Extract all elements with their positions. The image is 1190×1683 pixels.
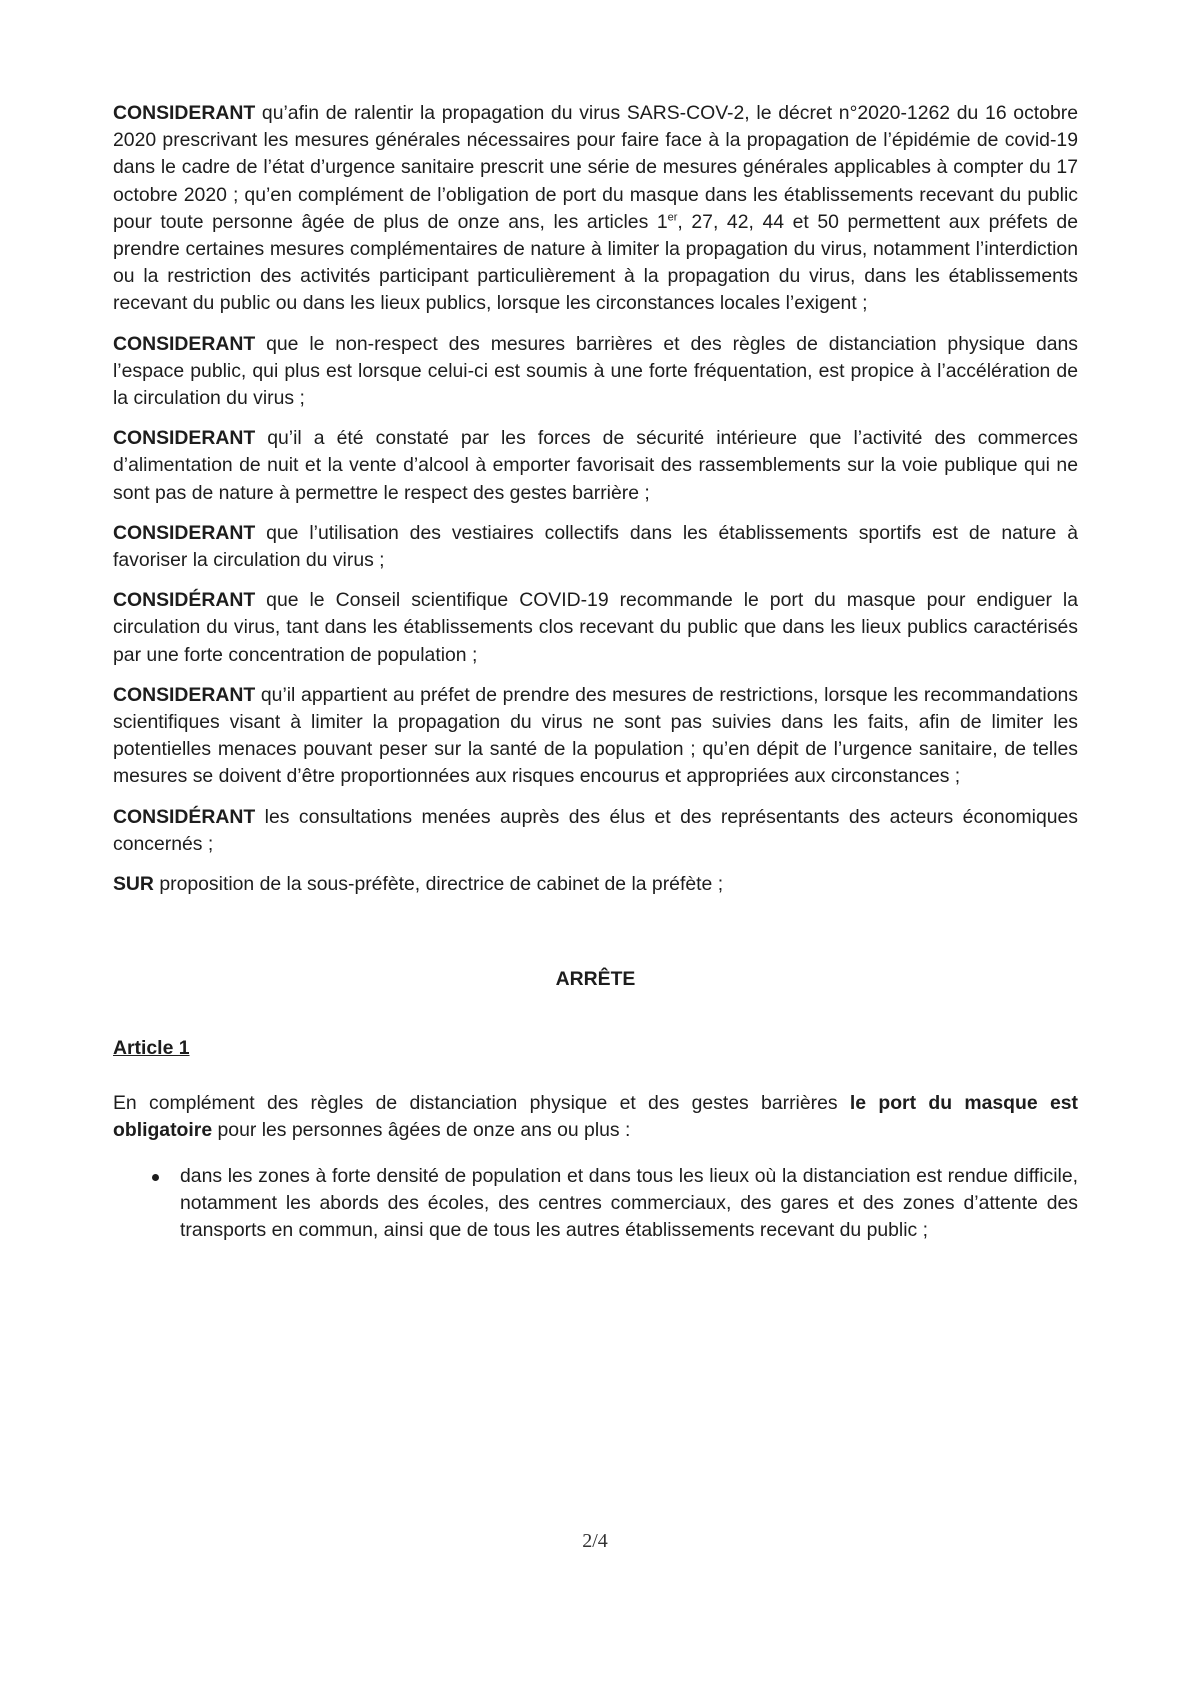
considerant-7: [113, 804, 1078, 858]
article-1-intro-bold: le port du masque est obligatoire: [113, 1092, 1078, 1142]
considerant-text-continued: , 27, 42, 44 et 50 permettent aux préfets de prendre certaines mesures complémentaires de nature à limiter la propagation du virus, notamment l’interdiction ou la restriction des activités participant particulièrement à la propagation du virus, dans les établissements recevant du public ou dans les lieux publics, lorsque les circonstances locales l’exigent ;: [113, 210, 1078, 315]
considerant-text: que le non-respect des mesures barrières et des règles de distanciation physique dans l’espace public, qui plus est lorsque celui-ci est soumis à une forte fréquentation, est propice à l’accélération de la circulation du virus ;: [113, 332, 1078, 410]
considerant-2: [113, 331, 1078, 413]
considerant-1: [113, 100, 1078, 318]
article-1-intro: [113, 1090, 1078, 1144]
article-1-title: Article 1: [113, 1037, 190, 1060]
list-item-text: dans les zones à forte densité de population et dans tous les lieux où la distanciation est rendue difficile, notamment les abords des écoles, des centres commerciaux, des gares et des zones d’attente des transports en commun, ainsi que de tous les autres établissements recevant du public ;: [180, 1164, 1078, 1242]
considerant-text: qu’il appartient au préfet de prendre des mesures de restrictions, lorsque les recommandations scientifiques visant à limiter la propagation du virus ne sont pas suivies dans les faits, afin de limiter les potentielles menaces pouvant peser sur la santé de la population ; qu’en dépit de l’urgence sanitaire, de telles mesures se doivent d’être proportionnées aux risques encourus et appropriées aux circonstances ;: [113, 683, 1078, 788]
considerant-4: [113, 520, 1078, 574]
considerant-lead: CONSIDERANT: [113, 102, 256, 124]
considerant-5: [113, 587, 1078, 669]
considerant-text: les consultations menées auprès des élus et des représentants des acteurs économiques concernés ;: [113, 805, 1078, 855]
proposition-text: proposition de la sous-préfète, directrice de cabinet de la préfète ;: [153, 873, 724, 896]
considerant-text: qu’il a été constaté par les forces de sécurité intérieure que l’activité des commerces d’alimentation de nuit et la vente d’alcool à emporter favorisait des rassemblements sur la voie publique qui ne sont pas de nature à permettre le respect des gestes barrière ;: [113, 427, 1078, 504]
considerant-lead: CONSIDERANT: [113, 521, 256, 544]
spacer: [113, 911, 1078, 968]
article-1-intro-text-end: pour les personnes âgées de onze ans ou plus :: [212, 1119, 631, 1142]
bullet-dot-icon: [152, 1174, 159, 1181]
considerant-lead: CONSIDERANT: [113, 683, 256, 706]
superscript: er: [667, 211, 678, 224]
list-item: [113, 1163, 1078, 1245]
proposition-line: [113, 871, 1078, 898]
page-number: 2/4: [582, 1530, 608, 1552]
considerant-lead: CONSIDERANT: [113, 427, 256, 450]
considerant-3: [113, 425, 1078, 507]
decision-heading: ARRÊTE: [555, 968, 636, 991]
article-1-bullet-list: [113, 1163, 1078, 1245]
considerant-text: que le Conseil scientifique COVID-19 recommande le port du masque pour endiguer la circulation du virus, tant dans les établissements clos recevant du public que dans les lieux publics caractérisés par une forte concentration de population ;: [113, 589, 1078, 666]
considerant-6: [113, 682, 1078, 791]
article-1-intro-text: En complément des règles de distanciation physique et des gestes barrières: [113, 1092, 850, 1115]
proposition-lead: SUR: [113, 873, 154, 896]
considerant-lead: CONSIDÉRANT: [113, 589, 256, 612]
considerant-lead: CONSIDÉRANT: [113, 805, 256, 828]
considerant-lead: CONSIDERANT: [113, 332, 256, 355]
considerant-text: que l’utilisation des vestiaires collectifs dans les établissements sportifs est de nature à favoriser la circulation du virus ;: [113, 521, 1078, 572]
considerant-text: qu’afin de ralentir la propagation du virus SARS-COV-2, le décret n°2020-1262 du 16 octobre 2020 prescrivant les mesures générales nécessaires pour faire face à la propagation de l’épidémie de covid-19 dans le cadre de l’état d’urgence sanitaire prescrit une série de mesures générales applicables à compter du 17 octobre 2020 ; qu’en complément de l’obligation de port du masque dans les établissements recevant du public pour toute personne âgée de plus de onze ans, les articles 1: [113, 102, 1078, 233]
